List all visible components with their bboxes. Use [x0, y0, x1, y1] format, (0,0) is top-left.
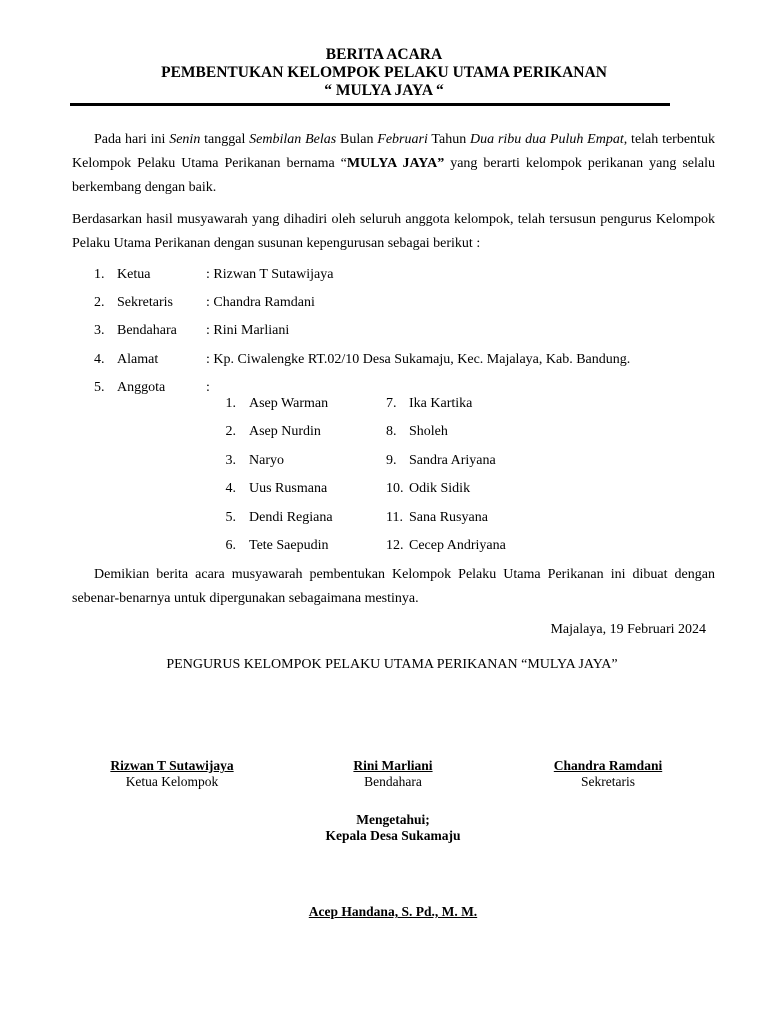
- member-name: Ika Kartika: [409, 396, 473, 411]
- signature-block-chairman: [72, 758, 272, 790]
- member-name: Uus Rusmana: [249, 481, 328, 496]
- opening-text: yang berarti kelompok perikanan yang selalu berkembang dengan baik.: [72, 156, 715, 195]
- signatory-role: Ketua Kelompok: [125, 774, 219, 789]
- member-number: 10.: [386, 481, 404, 496]
- opening-text: Pada hari ini: [94, 132, 170, 147]
- role-value: : Rini Marliani: [206, 323, 290, 338]
- role-label: Sekretaris: [117, 295, 173, 310]
- opening-group-name: MULYA JAYA”: [346, 156, 445, 171]
- opening-date: Sembilan Belas: [249, 132, 337, 147]
- role-number: 5.: [94, 380, 105, 395]
- member-number: 4.: [225, 481, 236, 496]
- opening-month: Februari: [377, 132, 428, 147]
- member-number: 2.: [225, 424, 236, 439]
- member-number: 7.: [386, 396, 397, 411]
- member-name: Asep Nurdin: [249, 424, 321, 439]
- signatory-role: Bendahara: [364, 774, 422, 789]
- opening-day: Senin: [169, 132, 201, 147]
- board-heading: PENGURUS KELOMPOK PELAKU UTAMA PERIKANAN “MULYA JAYA”: [166, 657, 618, 672]
- intro-paragraph: Berdasarkan hasil musyawarah yang dihadiri oleh seluruh anggota kelompok, telah tersusun pengurus Kelompok Pelaku Utama Perikanan dengan susunan kepengurusan sebagai berikut :: [72, 212, 715, 251]
- member-name: Odik Sidik: [409, 481, 471, 496]
- header-divider: [70, 103, 670, 106]
- village-head-title: Kepala Desa Sukamaju: [325, 828, 461, 843]
- member-name: Dendi Regiana: [249, 510, 333, 525]
- member-number: 9.: [386, 453, 397, 468]
- member-number: 11.: [386, 510, 403, 525]
- member-number: 12.: [386, 538, 404, 553]
- role-label: Bendahara: [117, 323, 177, 338]
- group-name-title: “ MULYA JAYA “: [324, 82, 444, 99]
- member-name: Sholeh: [409, 424, 448, 439]
- member-number: 5.: [225, 510, 236, 525]
- opening-text: , telah terbentuk Kelompok Pelaku Utama Perikanan bernama “: [72, 132, 715, 171]
- place-date: Majalaya, 19 Februari 2024: [550, 622, 706, 637]
- member-name: Asep Warman: [249, 396, 329, 411]
- opening-paragraph: [72, 128, 715, 200]
- opening-text: Tahun: [427, 132, 471, 147]
- role-number: 2.: [94, 295, 105, 310]
- role-value: :: [206, 380, 210, 395]
- signature-block-secretary: [508, 758, 708, 790]
- role-value: : Kp. Ciwalengke RT.02/10 Desa Sukamaju, Kec. Majalaya, Kab. Bandung.: [206, 352, 631, 367]
- opening-year: Dua ribu dua Puluh Empat: [470, 132, 624, 147]
- role-value: : Chandra Ramdani: [206, 295, 315, 310]
- role-number: 1.: [94, 267, 105, 282]
- document-subtitle: PEMBENTUKAN KELOMPOK PELAKU UTAMA PERIKANAN: [161, 64, 607, 81]
- opening-text: Bulan: [336, 132, 378, 147]
- signatory-name: Chandra Ramdani: [553, 758, 663, 773]
- member-name: Sana Rusyana: [409, 510, 488, 525]
- member-number: 6.: [225, 538, 236, 553]
- member-number: 8.: [386, 424, 397, 439]
- role-value: : Rizwan T Sutawijaya: [206, 267, 334, 282]
- role-label: Anggota: [117, 380, 166, 395]
- acknowledge-label: Mengetahui;: [356, 812, 430, 827]
- signatory-name: Rini Marliani: [353, 758, 433, 773]
- role-label: Alamat: [117, 352, 159, 367]
- opening-text: tanggal: [200, 132, 250, 147]
- closing-paragraph: Demikian berita acara musyawarah pembentukan Kelompok Pelaku Utama Perikanan ini dibuat dengan sebenar-benarnya untuk dipergunakan sebagaimana mestinya.: [72, 567, 715, 606]
- member-number: 3.: [225, 453, 236, 468]
- role-number: 4.: [94, 352, 105, 367]
- document-title: BERITA ACARA: [325, 46, 443, 63]
- role-number: 3.: [94, 323, 105, 338]
- signatory-role: Sekretaris: [581, 774, 635, 789]
- member-number: 1.: [225, 396, 236, 411]
- member-name: Tete Saepudin: [249, 538, 329, 553]
- member-name: Naryo: [249, 453, 284, 468]
- signature-block-treasurer: [293, 758, 493, 790]
- village-head-name: Acep Handana, S. Pd., M. M.: [308, 904, 478, 919]
- member-name: Sandra Ariyana: [409, 453, 496, 468]
- signatory-name: Rizwan T Sutawijaya: [110, 758, 234, 773]
- role-label: Ketua: [117, 267, 151, 282]
- member-name: Cecep Andriyana: [409, 538, 506, 553]
